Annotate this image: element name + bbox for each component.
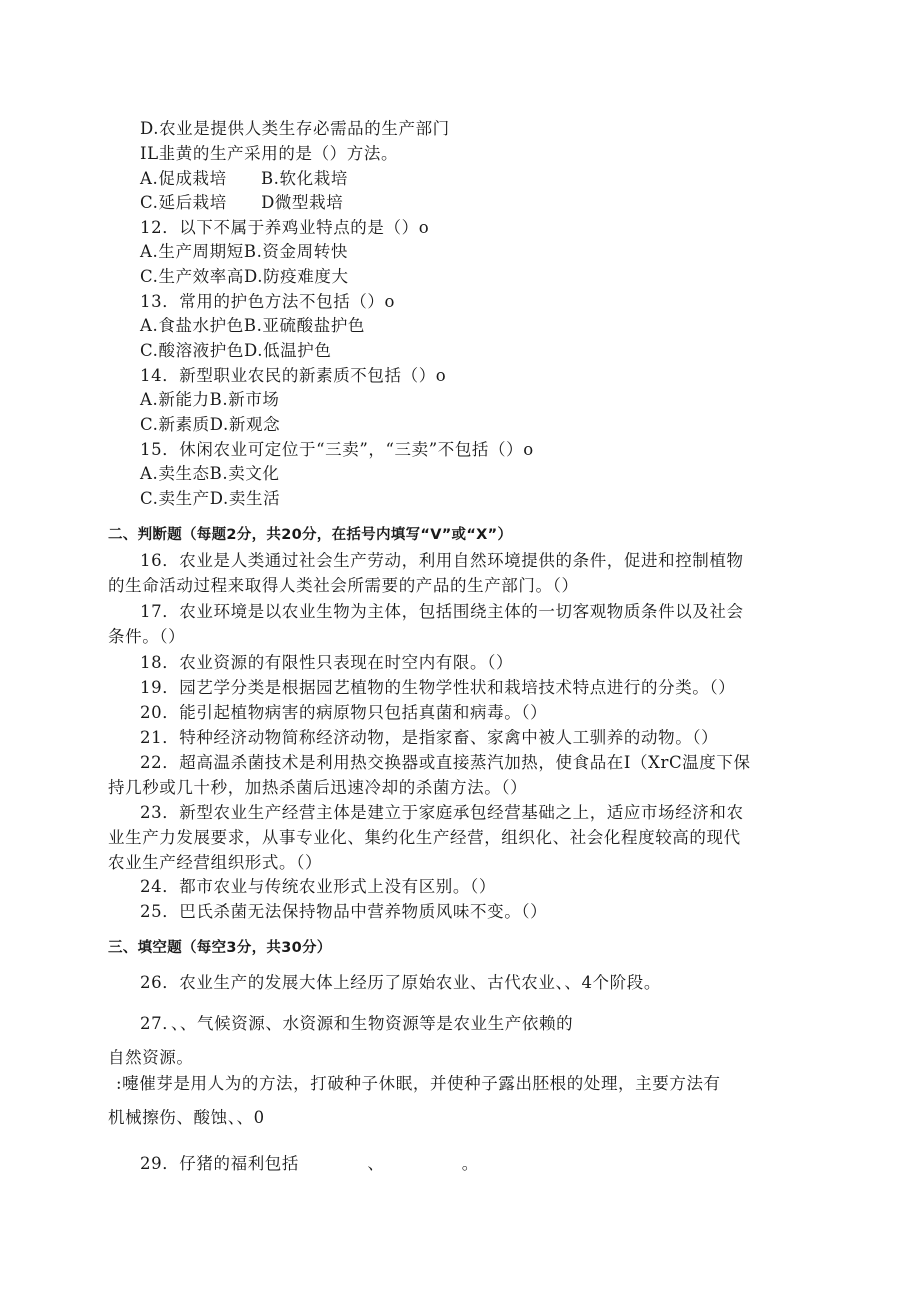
- judge-21: 21．特种经济动物简称经济动物，是指家畜、家禽中被人工驯养的动物。（）: [140, 728, 719, 747]
- question-14-options-ab: A.新能力B.新市场: [140, 390, 280, 409]
- question-d-line: D.农业是提供人类生存必需品的生产部门: [140, 119, 450, 138]
- judge-25: 25．巴氏杀菌无法保持物品中营养物质风味不变。（）: [140, 902, 548, 921]
- question-14: 14．新型职业农民的新素质不包括（）o: [140, 366, 447, 385]
- fill-26: 26．农业生产的发展大体上经历了原始农业、古代农业、、4个阶段。: [140, 973, 661, 992]
- question-13-options-ab: A.食盐水护色B.亚硫酸盐护色: [140, 316, 366, 335]
- judge-20: 20．能引起植物病害的病原物只包括真菌和病毒。（）: [140, 703, 548, 722]
- question-12-options-cd: C.生产效率高D.防疫难度大: [140, 267, 349, 286]
- question-11-options-ab: A.促成栽培 B.软化栽培: [140, 169, 348, 188]
- judge-16-line1: 16．农业是人类通过社会生产劳动，利用自然环境提供的条件，促进和控制植物: [140, 551, 744, 570]
- judge-23-line1: 23．新型农业生产经营主体是建立于家庭承包经营基础之上，适应市场经济和农: [140, 803, 744, 822]
- question-11-options-cd: C.延后栽培 D微型栽培: [140, 193, 344, 212]
- judge-16-line2: 的生命活动过程来取得人类社会所需要的产品的生产部门。（）: [108, 576, 579, 595]
- fill-27-line1: 27．、、气候资源、水资源和生物资源等是农业生产依赖的: [140, 1014, 574, 1033]
- question-15-options-ab: A.卖生态B.卖文化: [140, 464, 280, 483]
- section-2-heading: 二、判断题（每题2分，共20分，在括号内填写“V”或“X”）: [108, 527, 513, 543]
- judge-22-line2: 持几秒或几十秒，加热杀菌后迅速冷却的杀菌方法。（）: [108, 778, 528, 797]
- section-3-heading: 三、填空题（每空3分，共30分）: [108, 940, 332, 956]
- question-11: IL韭黄的生产采用的是（）方法。: [140, 144, 399, 163]
- judge-17-line2: 条件。（）: [108, 627, 186, 646]
- fill-27-line2: 自然资源。: [108, 1048, 194, 1067]
- question-15-options-cd: C.卖生产D.卖生活: [140, 489, 281, 508]
- judge-18: 18．农业资源的有限性只表现在时空内有限。（）: [140, 653, 514, 672]
- question-15: 15．休闲农业可定位于“三卖”，“三卖”不包括（）o: [140, 440, 534, 459]
- judge-19: 19．园艺学分类是根据园艺植物的生物学性状和栽培技术特点进行的分类。（）: [140, 678, 736, 697]
- judge-23-line2: 业生产力发展要求，从事专业化、集约化生产经营，组织化、社会化程度较高的现代: [108, 828, 741, 847]
- question-14-options-cd: C.新素质D.新观念: [140, 415, 281, 434]
- fill-28-line2: 机械擦伤、酸蚀、、0: [108, 1108, 265, 1127]
- judge-23-line3: 农业生产经营组织形式。（）: [108, 853, 323, 872]
- question-13: 13．常用的护色方法不包括（）o: [140, 292, 396, 311]
- judge-24: 24．都市农业与传统农业形式上没有区别。（）: [140, 877, 496, 896]
- judge-22-line1: 22．超高温杀菌技术是利用热交换器或直接蒸汽加热，使食品在I（XrC温度下保: [140, 753, 751, 772]
- fill-28-line1: :嚏催芽是用人为的方法，打破种子休眠，并使种子露出胚根的处理，主要方法有: [116, 1074, 721, 1093]
- fill-29: 29．仔猪的福利包括 、 。: [140, 1154, 479, 1173]
- question-12: 12．以下不属于养鸡业特点的是（）o: [140, 218, 430, 237]
- question-12-options-ab: A.生产周期短B.资金周转快: [140, 242, 348, 261]
- question-13-options-cd: C.酸溶液护色D.低温护色: [140, 341, 332, 360]
- judge-17-line1: 17．农业环境是以农业生物为主体，包括围绕主体的一切客观物质条件以及社会: [140, 602, 744, 621]
